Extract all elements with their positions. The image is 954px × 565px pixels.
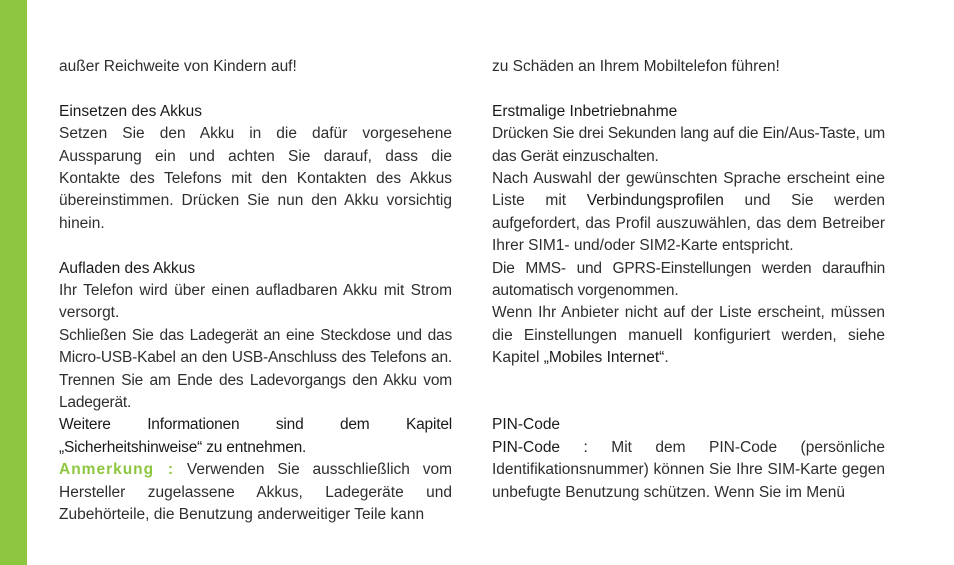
charge-text-2: Schließen Sie das Ladegerät an eine Steckdose und das Micro-USB-Kabel an den USB-Anschluss des Telefons an. Trennen Sie am Ende des Ladevorgangs den Akku vom Ladegerät. xyxy=(59,326,452,412)
mobile-internet-link[interactable]: „Mobiles Internet“ xyxy=(543,349,665,367)
heading-insert-battery: Einsetzen des Akkus xyxy=(59,102,203,120)
charge-text-1: Ihr Telefon wird über einen aufladbaren Akku mit Strom versorgt. xyxy=(59,282,452,322)
note-text: Verwenden Sie ausschließlich vom Hersteller zugelassene Akkus, Ladegeräte und Zubehörteile, die Benutzung anderweitiger Teile kann xyxy=(59,461,452,524)
green-margin-bar xyxy=(0,0,27,565)
intro-text-right: zu Schäden an Ihrem Mobiltelefon führen! xyxy=(492,58,780,75)
safety-reference: Weitere Informationen sind dem Kapitel „Sicherheitshinweise“ zu entnehmen. xyxy=(59,416,452,456)
first-use-text-4a: Wenn Ihr Anbieter nicht auf der Liste erscheint, müssen die Einstellungen manuell konfiguriert werden, siehe Kapitel xyxy=(492,304,885,367)
first-use-text-2 xyxy=(492,168,885,258)
heading-charge-battery: Aufladen des Akkus xyxy=(59,259,196,277)
note-label: Anmerkung : xyxy=(59,461,175,479)
connection-profiles-link[interactable]: Verbindungsprofilen xyxy=(586,192,724,210)
pin-paragraph xyxy=(492,437,885,504)
pin-text: Mit dem PIN-Code (persönliche Identifikationsnummer) können Sie Ihre SIM-Karte gegen unbefugte Benutzung schützen. Wenn Sie im Menü xyxy=(492,438,885,501)
first-use-text-2a: Nach Auswahl der gewünschten Sprache erscheint eine Liste mit xyxy=(492,170,885,210)
first-use-text-1: Drücken Sie drei Sekunden lang auf die Ein/Aus-Taste, um das Gerät einzuschalten. xyxy=(492,125,885,165)
heading-pin-code: PIN-Code xyxy=(492,416,561,434)
first-use-text-3: Die MMS- und GPRS-Einstellungen werden daraufhin automatisch vorgenommen. xyxy=(492,259,885,300)
first-use-text-2b: und Sie werden aufgefordert, das Profil auszuwählen, das dem Betreiber Ihrer SIM1- und/oder SIM2-Karte entspricht. xyxy=(492,192,886,255)
pin-label: PIN-Code : xyxy=(492,438,588,456)
intro-text: außer Reichweite von Kindern auf! xyxy=(59,58,297,75)
first-use-text-4b: . xyxy=(664,349,669,367)
heading-first-use: Erstmalige Inbetriebnahme xyxy=(492,102,678,120)
note-paragraph xyxy=(59,459,452,526)
first-use-text-4 xyxy=(492,302,885,369)
insert-battery-text: Setzen Sie den Akku in die dafür vorgesehene Aussparung ein und achten Sie darauf, dass die Kontakte des Telefons mit den Kontakten des Akkus übereinstimmen. Drücken Sie nun den Akku vorsichtig hinein. xyxy=(59,125,452,232)
right-column xyxy=(492,56,885,504)
left-column xyxy=(59,56,452,527)
